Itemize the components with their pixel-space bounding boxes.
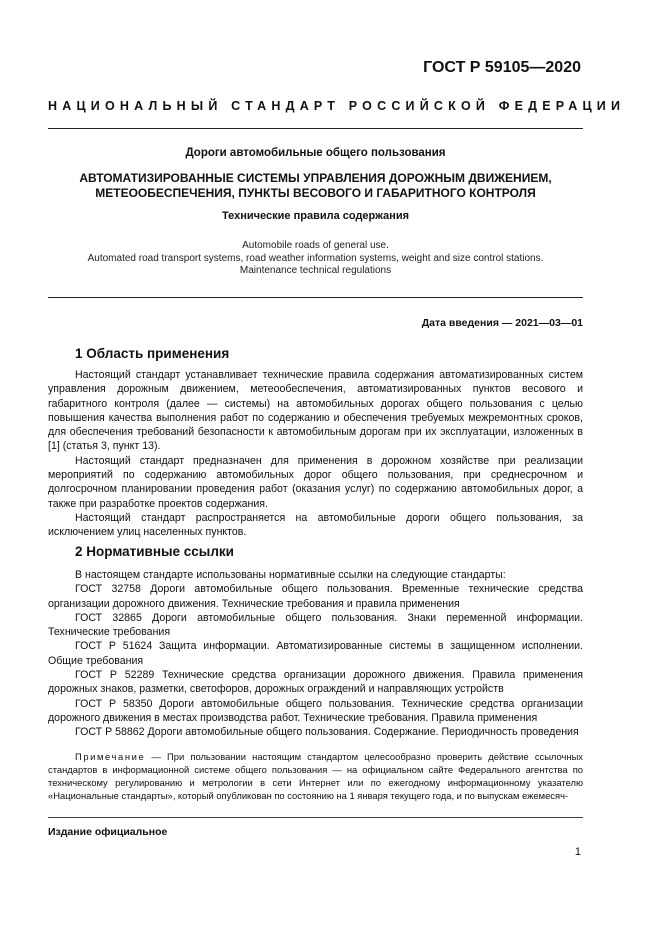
reference-item: ГОСТ Р 51624 Защита информации. Автоматизированные системы в защищенном исполнении. Общие требования [48,640,583,667]
note-block [48,750,583,802]
reference-item: ГОСТ 32758 Дороги автомобильные общего пользования. Временные технические средства организации дорожного движения. Технические требования и правила применения [48,583,583,610]
header-divider [48,128,583,129]
reference-item: ГОСТ 32865 Дороги автомобильные общего пользования. Знаки переменной информации. Технические требования [48,611,583,639]
paragraph: В настоящем стандарте использованы нормативные ссылки на следующие стандарты: [75,569,506,581]
national-standard-title: НАЦИОНАЛЬНЫЙ СТАНДАРТ РОССИЙСКОЙ ФЕДЕРАЦИИ [48,99,626,113]
footer-divider [48,817,583,818]
section-heading-references: 2 Нормативные ссылки [75,544,234,559]
standard-subject: Дороги автомобильные общего пользования [185,147,446,159]
paragraph: Настоящий стандарт распространяется на автомобильные дороги общего пользования, за исключением улиц населенных пунктов. [48,511,583,539]
paragraph: Настоящий стандарт устанавливает технические правила содержания автоматизированных систем управления дорожным движением, метеообеспечения, автоматизированных пунктов весового и габаритного контроля (далее — системы) на автомобильных дорогах общего пользования с целью повышения качества выполнения работ по содержанию и обеспечения требуемых межремонтных сроков, для обеспечения требований безопасности к автомобильным дорогам при их эксплуатации, изложенных в [1] (статья 3, пункт 13). [48,369,583,453]
standard-title [48,171,583,201]
reference-item: ГОСТ Р 58350 Дороги автомобильные общего пользования. Технические средства организации дорожного движения в местах производства работ. Технические требования. Правила применения [48,697,583,724]
section-scope-body [48,368,583,540]
gost-number: ГОСТ Р 59105—2020 [423,59,581,76]
standard-subtitle: Технические правила содержания [222,210,409,222]
english-title [48,240,583,278]
introduction-date: Дата введения — 2021—03—01 [421,317,583,329]
title-line-1: АВТОМАТИЗИРОВАННЫЕ СИСТЕМЫ УПРАВЛЕНИЯ ДОРОЖНЫМ ДВИЖЕНИЕМ, [79,171,552,185]
title-line-2: МЕТЕООБЕСПЕЧЕНИЯ, ПУНКТЫ ВЕСОВОГО И ГАБАРИТНОГО КОНТРОЛЯ [95,186,536,200]
reference-item: ГОСТ Р 58862 Дороги автомобильные общего пользования. Содержание. Периодичность проведения [75,726,579,739]
english-line-2: Automated road transport systems, road weather information systems, weight and size control stations. [87,252,544,264]
official-edition-label: Издание официальное [48,826,168,838]
section-references-body [48,568,583,740]
note-label: Примечание [75,751,146,762]
reference-item: ГОСТ Р 52289 Технические средства организации дорожного движения. Правила применения дорожных знаков, разметки, светофоров, дорожных ограждений и направляющих устройств [48,669,583,696]
note-text: — При пользовании настоящим стандартом целесообразно проверить действие ссылочных стандартов в информационной системе общего пользования — на официальном сайте Федерального агентства по техническому регулированию и метрологии в сети Интернет или по ежегодному информационному указателю «Национальные стандарты», который опубликован по состоянию на 1 января текущего года, и по выпускам ежемесяч- [48,751,583,801]
paragraph: Настоящий стандарт предназначен для применения в дорожном хозяйстве при реализации мероприятий по содержанию автомобильных дорог общего пользования, при среднесрочном и долгосрочном планировании проведения работ (оказания услуг) по содержанию автомобильных дорог, а также при разработке проектов содержания. [48,454,583,510]
english-line-1: Automobile roads of general use. [242,240,389,251]
page-number: 1 [574,846,581,858]
title-divider [48,297,583,298]
english-line-3: Maintenance technical regulations [239,265,392,276]
section-heading-scope: 1 Область применения [75,346,230,361]
